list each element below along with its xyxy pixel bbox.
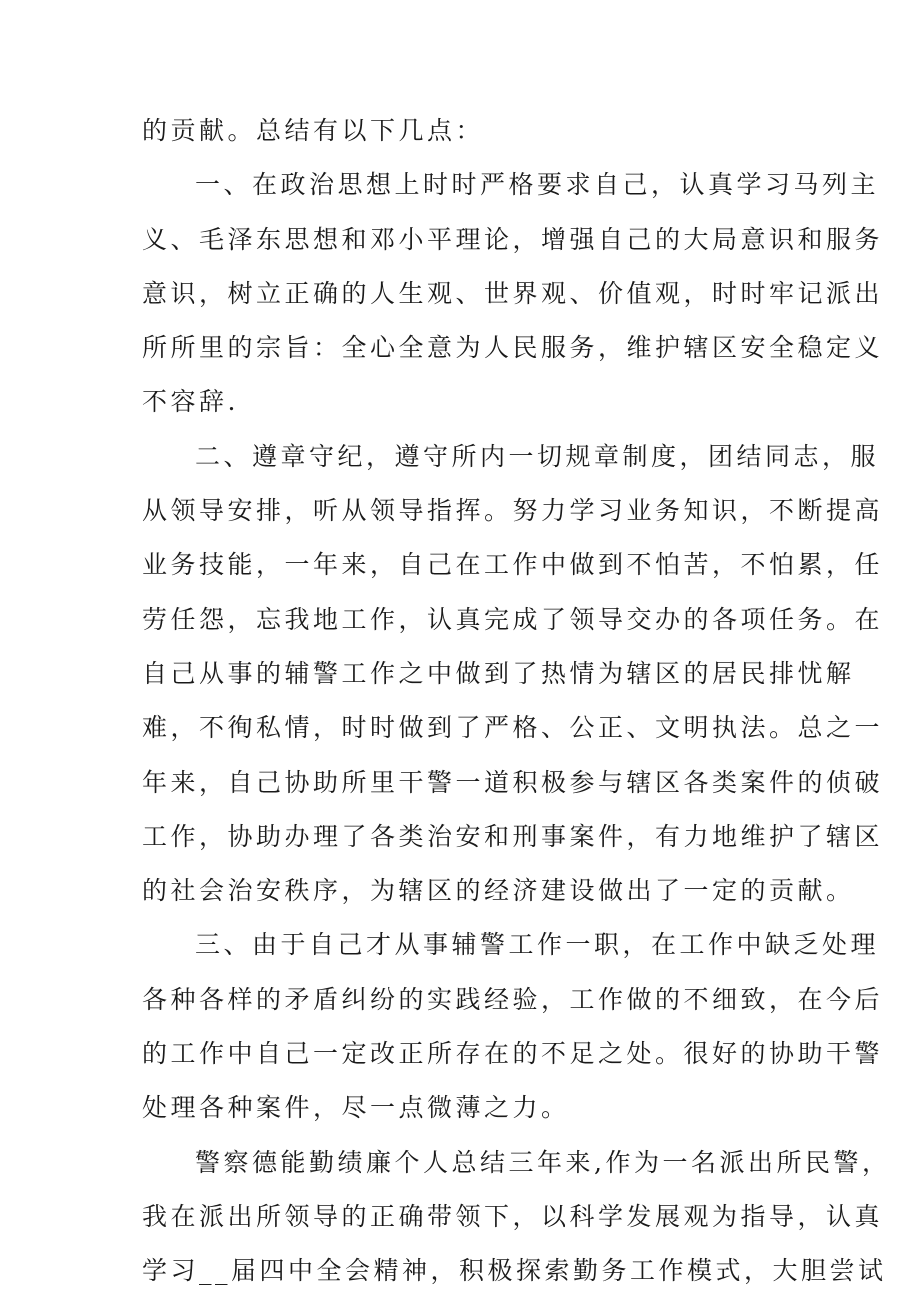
text-line: 处理各种案件，尽一点微薄之力。 [142, 1093, 570, 1123]
text-line: 三、由于自己才从事辅警工作一职，在工作中缺乏处理 [195, 930, 880, 960]
text-line: 的工作中自己一定改正所存在的不足之处。很好的协助干警 [142, 1039, 884, 1069]
text-line: 所所里的宗旨：全心全意为人民服务，维护辖区安全稳定义 [142, 333, 884, 363]
text-line: 不容辞. [142, 387, 239, 417]
text-line: 二、遵章守纪，遵守所内一切规章制度，团结同志，服 [195, 441, 880, 471]
text-line: 义、毛泽东思想和邓小平理论，增强自己的大局意识和服务 [142, 224, 884, 254]
text-line: 警察德能勤绩廉个人总结三年来,作为一名派出所民警， [195, 1147, 891, 1177]
text-line: 的贡献。总结有以下几点： [142, 116, 485, 145]
document-body [142, 104, 891, 1299]
text-line: 一、在政治思想上时时严格要求自己，认真学习马列主 [195, 170, 880, 200]
text-line: 从领导安排，听从领导指挥。努力学习业务知识，不断提高 [142, 496, 884, 526]
text-line: 我在派出所领导的正确带领下，以科学发展观为指导，认真 [142, 1201, 884, 1231]
text-line: 学习__届四中全会精神，积极探索勤务工作模式，大胆尝试 [142, 1256, 887, 1286]
text-line: 的社会治安秩序，为辖区的经济建设做出了一定的贡献。 [142, 876, 855, 906]
text-line: 工作，协助办理了各类治安和刑事案件，有力地维护了辖区 [142, 821, 884, 851]
text-line: 各种各样的矛盾纠纷的实践经验，工作做的不细致，在今后 [142, 984, 884, 1014]
text-line: 意识，树立正确的人生观、世界观、价值观，时时牢记派出 [142, 278, 884, 308]
text-line: 劳任怨，忘我地工作，认真完成了领导交办的各项任务。在 [142, 604, 884, 634]
text-line: 自己从事的辅警工作之中做到了热情为辖区的居民排忧解 [142, 658, 855, 688]
text-line: 年来，自己协助所里干警一道积极参与辖区各类案件的侦破 [142, 767, 884, 797]
text-line: 业务技能，一年来，自己在工作中做到不怕苦，不怕累，任 [142, 550, 884, 580]
text-line: 难，不徇私情，时时做到了严格、公正、文明执法。总之一 [142, 713, 884, 743]
